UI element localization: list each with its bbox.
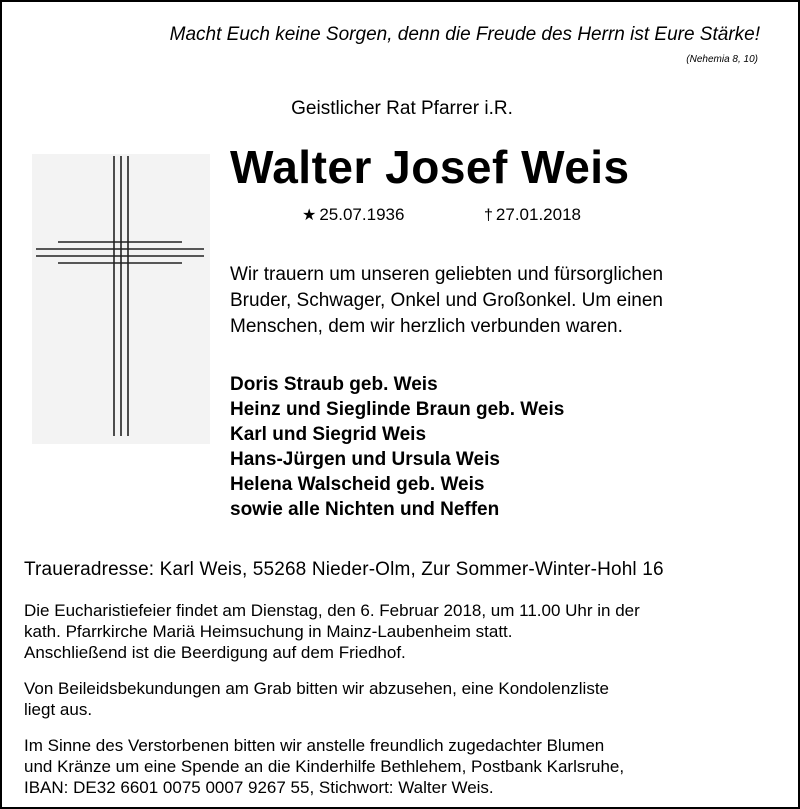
mourner-name: Heinz und Sieglinde Braun geb. Weis [230, 399, 565, 420]
dagger-icon: † [484, 207, 493, 224]
birth-date-line [302, 205, 404, 225]
death-date-line [484, 205, 581, 225]
mourning-address: Traueradresse: Karl Weis, 55268 Nieder-Olm, Zur Sommer-Winter-Hohl 16 [24, 559, 664, 580]
deceased-title: Geistlicher Rat Pfarrer i.R. [291, 98, 513, 119]
intro-line: Menschen, dem wir herzlich verbunden waren. [230, 316, 623, 337]
paragraph-line: Die Eucharistiefeier findet am Dienstag, den 6. Februar 2018, um 11.00 Uhr in der [24, 601, 640, 620]
mourner-name: Karl und Siegrid Weis [230, 424, 427, 445]
intro-line: Wir trauern um unseren geliebten und fürsorglichen [230, 264, 664, 285]
mourner-name: Hans-Jürgen und Ursula Weis [230, 449, 500, 470]
deceased-name: Walter Josef Weis [230, 141, 630, 193]
cross-panel [32, 154, 210, 444]
mourner-name: sowie alle Nichten und Neffen [230, 499, 500, 520]
star-icon: ★ [302, 207, 317, 224]
paragraph-line: IBAN: DE32 6601 0075 0007 9267 55, Stichwort: Walter Weis. [24, 778, 494, 797]
service-paragraph [24, 600, 640, 663]
death-date: 27.01.2018 [495, 205, 581, 224]
mourner-name: Helena Walscheid geb. Weis [230, 474, 485, 495]
condolence-paragraph [24, 678, 609, 720]
donation-paragraph [24, 735, 624, 798]
birth-date: 25.07.1936 [319, 205, 405, 224]
mourner-name: Doris Straub geb. Weis [230, 374, 438, 395]
cross-icon [32, 154, 210, 444]
paragraph-line: Von Beileidsbekundungen am Grab bitten wir abzusehen, eine Kondolenzliste [24, 679, 610, 698]
intro-line: Bruder, Schwager, Onkel und Großonkel. Um einen [230, 290, 664, 311]
intro-text [230, 262, 790, 340]
paragraph-line: Im Sinne des Verstorbenen bitten wir anstelle freundlich zugedachter Blumen [24, 736, 605, 755]
paragraph-line: liegt aus. [24, 700, 93, 719]
bible-quote: Macht Euch keine Sorgen, denn die Freude des Herrn ist Eure Stärke! [169, 24, 760, 45]
paragraph-line: und Kränze um eine Spende an die Kinderhilfe Bethlehem, Postbank Karlsruhe, [24, 757, 625, 776]
mourners-list [230, 372, 564, 522]
paragraph-line: kath. Pfarrkirche Mariä Heimsuchung in Mainz-Laubenheim statt. [24, 622, 513, 641]
bible-reference: (Nehemia 8, 10) [686, 54, 758, 65]
paragraph-line: Anschließend ist die Beerdigung auf dem Friedhof. [24, 643, 406, 662]
